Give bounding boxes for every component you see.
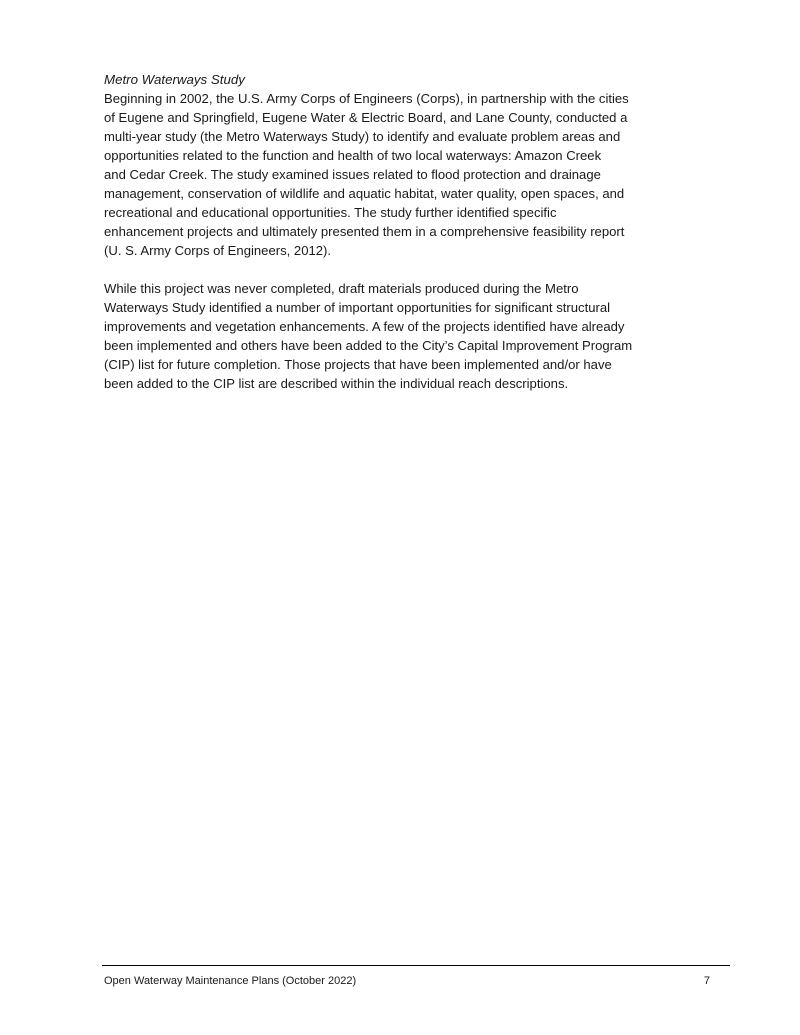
paragraph-line: improvements and vegetation enhancements. A few of the projects identified have already xyxy=(104,319,625,334)
paragraph-line: (U. S. Army Corps of Engineers, 2012). xyxy=(104,243,332,258)
paragraph-line: (CIP) list for future completion. Those projects that have been implemented and/or have xyxy=(104,357,612,372)
paragraph-line: of Eugene and Springfield, Eugene Water & Electric Board, and Lane County, conducted a xyxy=(104,110,628,125)
page-number: 7 xyxy=(703,975,710,987)
paragraph-2 xyxy=(104,279,704,393)
paragraph-line: Beginning in 2002, the U.S. Army Corps of Engineers (Corps), in partnership with the cities xyxy=(104,91,629,106)
paragraph-1 xyxy=(104,89,704,260)
paragraph-line: Waterways Study identified a number of important opportunities for significant structural xyxy=(104,300,611,315)
paragraph-line: been added to the CIP list are described within the individual reach descriptions. xyxy=(104,376,569,391)
paragraph-line: recreational and educational opportunities. The study further identified specific xyxy=(104,205,557,220)
paragraph-line: and Cedar Creek. The study examined issues related to flood protection and drainage xyxy=(104,167,601,182)
paragraph-line: enhancement projects and ultimately presented them in a comprehensive feasibility report xyxy=(104,224,625,239)
paragraph-line: been implemented and others have been added to the City’s Capital Improvement Program xyxy=(104,338,633,353)
paragraph-spacer xyxy=(104,260,704,279)
section-heading: Metro Waterways Study xyxy=(104,72,245,87)
paragraph-line: management, conservation of wildlife and aquatic habitat, water quality, open spaces, and xyxy=(104,186,625,201)
page-content xyxy=(104,70,704,393)
footer-title: Open Waterway Maintenance Plans (October 2022) xyxy=(104,975,357,987)
paragraph-line: opportunities related to the function and health of two local waterways: Amazon Creek xyxy=(104,148,602,163)
paragraph-line: While this project was never completed, draft materials produced during the Metro xyxy=(104,281,579,296)
paragraph-line: multi-year study (the Metro Waterways Study) to identify and evaluate problem areas and xyxy=(104,129,621,144)
footer-divider xyxy=(102,965,730,966)
